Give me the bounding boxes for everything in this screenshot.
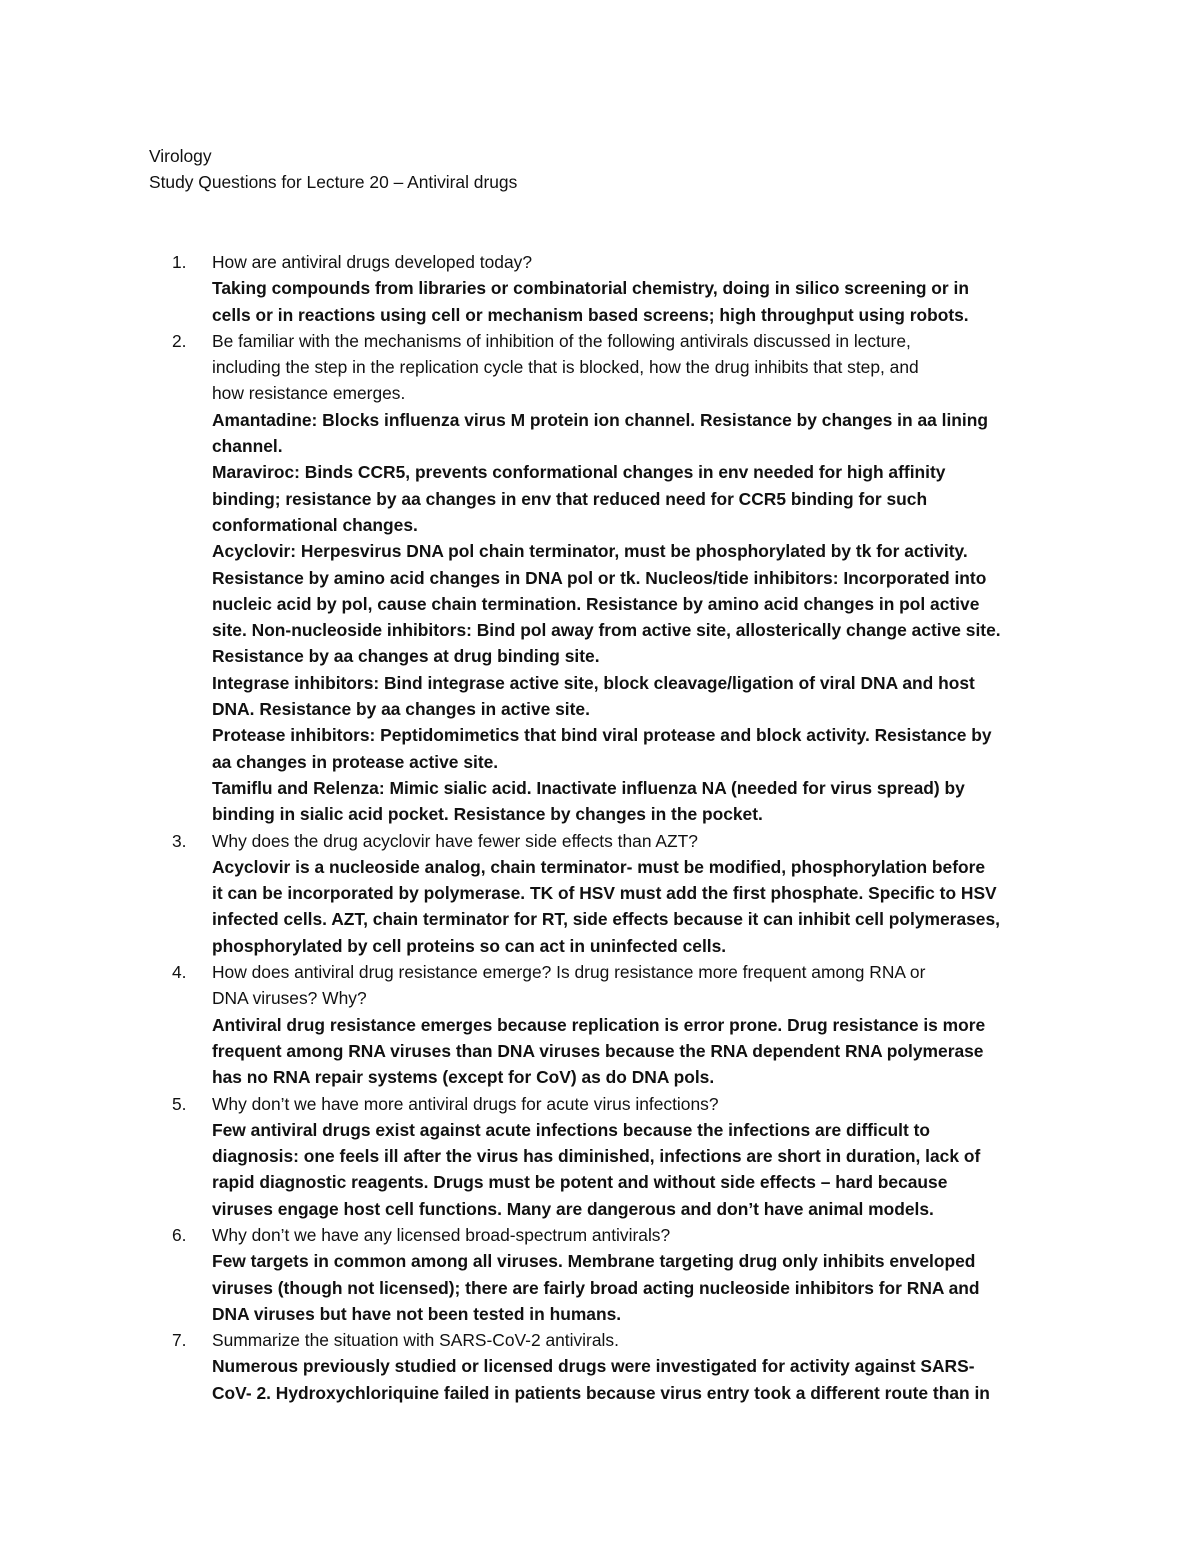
answer-line: rapid diagnostic reagents. Drugs must be potent and without side effects – hard because [212, 1172, 948, 1193]
question-line: Why does the drug acyclovir have fewer side effects than AZT? [212, 830, 698, 851]
answer-line: binding in sialic acid pocket. Resistance by changes in the pocket. [212, 804, 763, 825]
answer-line: aa changes in protease active site. [212, 751, 499, 772]
question-item [0, 249, 1062, 328]
answer-line: binding; resistance by aa changes in env that reduced need for CCR5 binding for such [212, 488, 928, 509]
answer-line: viruses engage host cell functions. Many are dangerous and don’t have animal models. [212, 1198, 934, 1219]
question-number: 4. [172, 962, 187, 983]
question-number: 2. [172, 330, 187, 351]
answer-line: site. Non-nucleoside inhibitors: Bind pol away from active site, allosterically change active site. [212, 620, 1001, 641]
answer-line: Resistance by amino acid changes in DNA pol or tk. Nucleos/tide inhibitors: Incorporated into [212, 567, 987, 588]
question-line: how resistance emerges. [212, 383, 406, 404]
answer-text [212, 854, 1062, 959]
answer-line: nucleic acid by pol, cause chain termination. Resistance by amino acid changes in pol active [212, 593, 980, 614]
question-line: Be familiar with the mechanisms of inhibition of the following antivirals discussed in lecture, [212, 330, 911, 351]
answer-line: Protease inhibitors: Peptidomimetics that bind viral protease and block activity. Resistance by [212, 725, 992, 746]
answer-text [212, 1012, 1062, 1091]
answer-line: Antiviral drug resistance emerges because replication is error prone. Drug resistance is more [212, 1014, 986, 1035]
answer-line: channel. [212, 436, 283, 457]
question-line: How does antiviral drug resistance emerge? Is drug resistance more frequent among RNA or [212, 962, 926, 983]
answer-line: Acyclovir: Herpesvirus DNA pol chain terminator, must be phosphorylated by tk for activity. [212, 541, 968, 562]
answer-line: it can be incorporated by polymerase. TK of HSV must add the first phosphate. Specific to HSV [212, 883, 997, 904]
question-line: Summarize the situation with SARS-CoV-2 antivirals. [212, 1330, 619, 1351]
answer-line: phosphorylated by cell proteins so can act in uninfected cells. [212, 935, 727, 956]
question-text [212, 828, 1062, 854]
question-number: 6. [172, 1224, 187, 1245]
question-item [0, 828, 1062, 959]
answer-line: Numerous previously studied or licensed drugs were investigated for activity against SARS- [212, 1356, 975, 1377]
answer-line: Few targets in common among all viruses. Membrane targeting drug only inhibits enveloped [212, 1251, 976, 1272]
answer-text [212, 1248, 1062, 1327]
question-item [0, 1091, 1062, 1222]
question-list [0, 249, 1200, 1406]
answer-line: Integrase inhibitors: Bind integrase active site, block cleavage/ligation of viral DNA and host [212, 672, 975, 693]
answer-line: Acyclovir is a nucleoside analog, chain terminator- must be modified, phosphorylation before [212, 856, 986, 877]
question-line: DNA viruses? Why? [212, 988, 367, 1009]
course-title: Virology [149, 146, 212, 166]
answer-line: infected cells. AZT, chain terminator for RT, side effects because it can inhibit cell polymerases, [212, 909, 1000, 930]
document-header [149, 143, 517, 196]
question-item [0, 959, 1062, 1090]
question-line: How are antiviral drugs developed today? [212, 252, 532, 272]
answer-line: has no RNA repair systems (except for CoV) as do DNA pols. [212, 1067, 715, 1088]
question-text [212, 249, 1062, 275]
answer-line: frequent among RNA viruses than DNA viruses because the RNA dependent RNA polymerase [212, 1040, 984, 1061]
question-text [212, 1222, 1062, 1248]
question-line: Why don’t we have any licensed broad-spectrum antivirals? [212, 1224, 671, 1245]
answer-line: Maraviroc: Binds CCR5, prevents conformational changes in env needed for high affinity [212, 462, 946, 483]
question-number: 3. [172, 830, 187, 851]
answer-line: cells or in reactions using cell or mechanism based screens; high throughput using robots. [212, 304, 969, 325]
question-number: 5. [172, 1093, 187, 1114]
question-item [0, 328, 1062, 828]
question-line: Why don’t we have more antiviral drugs for acute virus infections? [212, 1093, 719, 1114]
question-text [212, 1091, 1062, 1117]
answer-line: CoV- 2. Hydroxychloriquine failed in patients because virus entry took a different route than in [212, 1382, 990, 1403]
question-line: including the step in the replication cycle that is blocked, how the drug inhibits that step, and [212, 357, 919, 378]
question-text [212, 328, 1062, 407]
question-text [212, 959, 1062, 1012]
answer-text [212, 407, 1062, 828]
question-item [0, 1327, 1062, 1406]
answer-text [212, 1353, 1062, 1406]
question-item [0, 1222, 1062, 1327]
question-number: 7. [172, 1330, 187, 1351]
answer-line: Taking compounds from libraries or combinatorial chemistry, doing in silico screening or in [212, 278, 969, 299]
answer-line: viruses (though not licensed); there are fairly broad acting nucleoside inhibitors for RNA and [212, 1277, 980, 1298]
answer-line: diagnosis: one feels ill after the virus has diminished, infections are short in duration, lack of [212, 1146, 981, 1167]
answer-text [212, 1117, 1062, 1222]
answer-line: DNA viruses but have not been tested in humans. [212, 1303, 622, 1324]
answer-line: conformational changes. [212, 514, 418, 535]
document-subtitle: Study Questions for Lecture 20 – Antiviral drugs [149, 172, 518, 193]
answer-line: Few antiviral drugs exist against acute infections because the infections are difficult to [212, 1119, 931, 1140]
answer-line: DNA. Resistance by aa changes in active site. [212, 699, 590, 720]
question-text [212, 1327, 1062, 1353]
answer-line: Amantadine: Blocks influenza virus M protein ion channel. Resistance by changes in aa lining [212, 409, 988, 430]
question-number: 1. [172, 252, 187, 272]
answer-line: Resistance by aa changes at drug binding site. [212, 646, 600, 667]
answer-text [212, 275, 1062, 328]
answer-line: Tamiflu and Relenza: Mimic sialic acid. Inactivate influenza NA (needed for virus spread) by [212, 777, 965, 798]
